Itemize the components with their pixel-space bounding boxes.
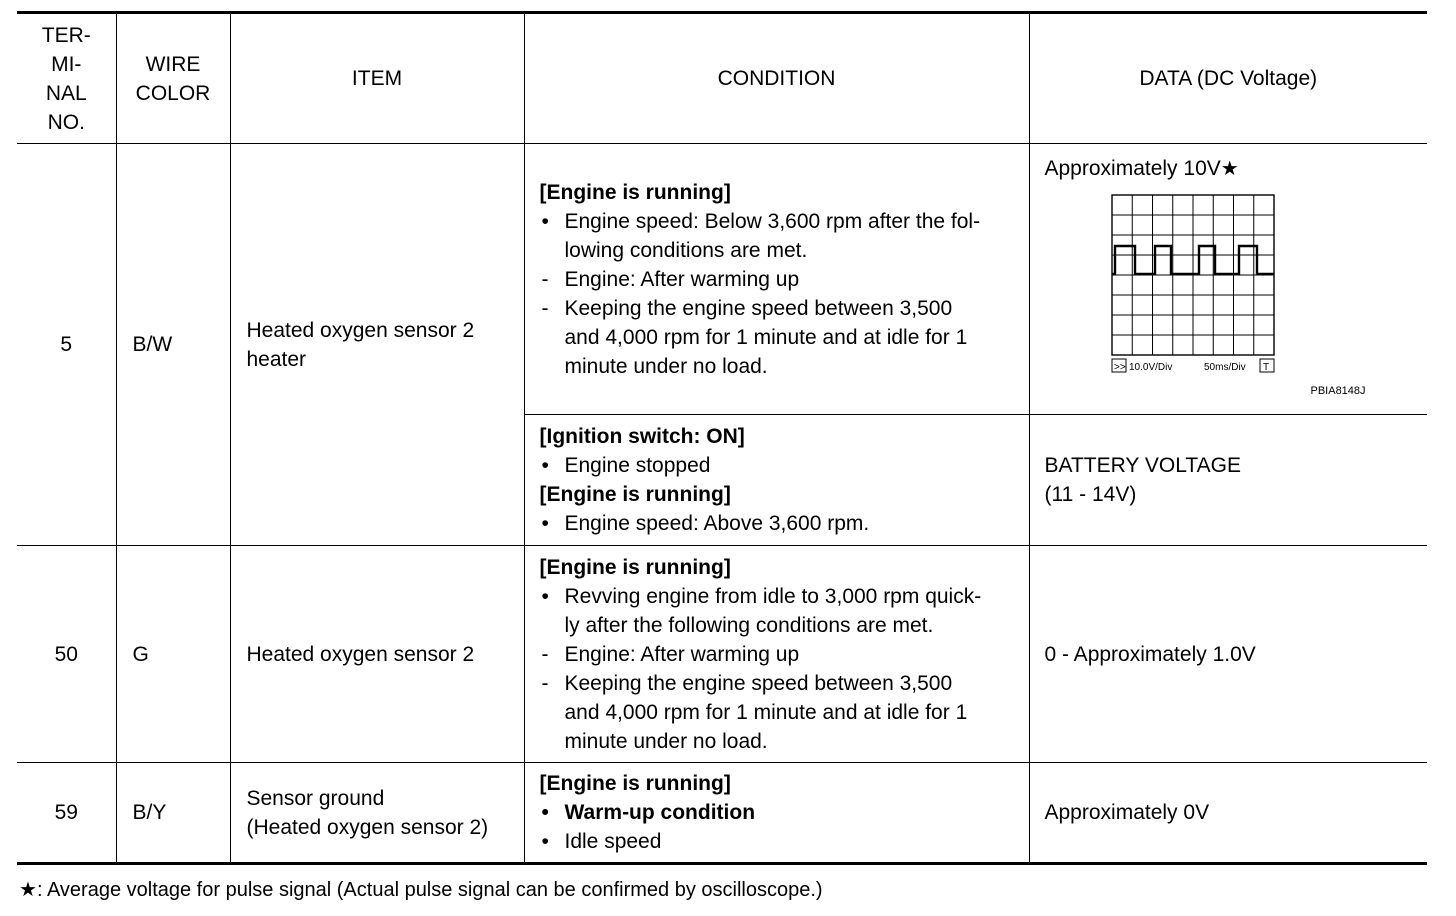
item-name: Sensor ground (Heated oxygen sensor 2) (230, 763, 524, 864)
data-value: Approximately 10V★ (1044, 157, 1239, 180)
header-wire-color: WIRE COLOR (116, 13, 230, 144)
condition-heading: [Engine is running] (539, 772, 731, 795)
table-row (17, 763, 1427, 864)
condition-bullet: • Idle speed (541, 830, 662, 853)
condition-bullet: • Revving engine from idle to 3,000 rpm quick- (541, 584, 982, 608)
condition-subitem: - Engine: After warming up (541, 267, 800, 291)
wire-color: B/W (116, 144, 230, 546)
data-cell (1029, 763, 1427, 864)
condition-subitem: - Keeping the engine speed between 3,500 (541, 296, 953, 320)
condition-cell (524, 763, 1029, 864)
terminal-number: 50 (17, 546, 116, 763)
scope-prefix: >> (1113, 362, 1126, 373)
terminal-spec-table (17, 11, 1427, 865)
header-terminal-no: TER- MI- NAL NO. (17, 13, 116, 144)
condition-cell (524, 415, 1029, 546)
header-item: ITEM (230, 13, 524, 144)
condition-continuation: and 4,000 rpm for 1 minute and at idle for 1 (564, 325, 968, 349)
condition-continuation: ly after the following conditions are met. (564, 613, 934, 637)
table-row (17, 144, 1427, 415)
footnote-text: : Average voltage for pulse signal (Actual pulse signal can be confirmed by oscilloscope.) (36, 879, 823, 901)
data-value: BATTERY VOLTAGE (1044, 454, 1241, 477)
header-row (17, 13, 1427, 144)
star-icon: ★ (1220, 158, 1239, 180)
item-name: Heated oxygen sensor 2 heater (230, 144, 524, 546)
condition-heading: [Engine is running] (539, 555, 731, 579)
header-data: DATA (DC Voltage) (1029, 13, 1427, 144)
condition-cell (524, 144, 1029, 415)
scope-trigger-mark: T (1262, 362, 1269, 373)
condition-bullet: • Engine stopped (541, 454, 711, 477)
star-icon: ★ (19, 879, 37, 901)
condition-heading: [Engine is running] (539, 180, 731, 204)
figure-code: PBIA8148J (1310, 385, 1366, 397)
condition-subitem: - Keeping the engine speed between 3,500 (541, 671, 953, 695)
table-row (17, 546, 1427, 763)
condition-heading: [Ignition switch: ON] (539, 425, 745, 448)
data-cell (1029, 415, 1427, 546)
terminal-number: 59 (17, 763, 116, 864)
condition-bullet: • Warm-up condition (541, 801, 756, 824)
header-condition: CONDITION (524, 13, 1029, 144)
wire-color: B/Y (116, 763, 230, 864)
condition-continuation: and 4,000 rpm for 1 minute and at idle for 1 (564, 700, 968, 724)
data-value: Approximately 0V (1044, 801, 1210, 824)
item-name: Heated oxygen sensor 2 (230, 546, 524, 763)
scope-time-per-div: 50ms/Div (1203, 362, 1246, 373)
condition-cell (524, 546, 1029, 763)
data-cell (1029, 546, 1427, 763)
terminal-number: 5 (17, 144, 116, 546)
condition-heading: [Engine is running] (539, 483, 731, 506)
condition-continuation: lowing conditions are met. (564, 238, 808, 262)
condition-bullet: • Engine speed: Below 3,600 rpm after the fol- (541, 209, 981, 233)
scope-volts-per-div: 10.0V/Div (1128, 362, 1172, 373)
condition-continuation: minute under no load. (564, 354, 768, 378)
condition-bullet: • Engine speed: Above 3,600 rpm. (541, 512, 870, 535)
data-cell (1029, 144, 1427, 415)
footnote (19, 875, 823, 905)
oscilloscope-waveform-figure (1111, 194, 1277, 376)
wire-color: G (116, 546, 230, 763)
data-value: 0 - Approximately 1.0V (1044, 642, 1256, 666)
condition-continuation: minute under no load. (564, 729, 768, 753)
data-value: (11 - 14V) (1044, 483, 1137, 506)
condition-subitem: - Engine: After warming up (541, 642, 800, 666)
